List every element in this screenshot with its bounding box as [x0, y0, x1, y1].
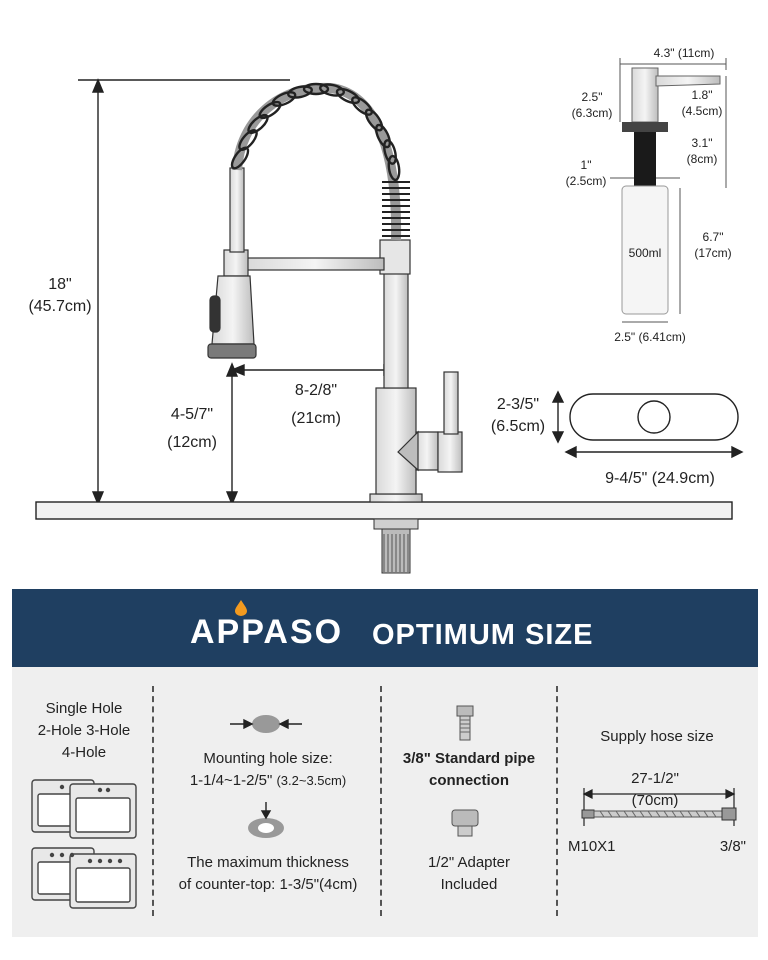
faucet-body — [208, 168, 462, 502]
height-cm: (45.7cm) — [28, 297, 92, 315]
soap-spout-length-label: 4.3" (11cm) — [653, 46, 715, 60]
counter-thickness-line2: of counter-top: 1-3/5"(4cm) — [178, 876, 358, 893]
adapter-icon — [448, 806, 482, 838]
mounting-hole-value — [162, 770, 374, 792]
deck-plate-width-label: 9-4/5" (24.9cm) — [605, 470, 715, 487]
panel-divider — [556, 686, 558, 916]
soap-spout-height-inches: 1.8" — [691, 88, 713, 102]
spout-height-label — [150, 404, 234, 453]
reach-label — [266, 380, 366, 429]
hole-option-single: Single Hole — [45, 700, 123, 717]
hose-length-inches: 27-1/2" — [631, 770, 679, 787]
hose-length-cm: (70cm) — [631, 792, 679, 809]
deck-plate-height-inches: 2-3/5" — [496, 396, 540, 413]
spout-height-cm: (12cm) — [167, 433, 217, 451]
height-label — [18, 274, 102, 317]
hole-option-4: 4-Hole — [61, 744, 107, 761]
pipe-connection-line2: connection — [428, 772, 509, 789]
supply-hose-icon — [574, 782, 744, 832]
soap-shank-length-cm: (8cm) — [686, 151, 718, 166]
pipe-connection-line1: 3/8" Standard pipe — [402, 750, 536, 767]
mounting-hole-value-cm: (3.2~3.5cm) — [276, 773, 347, 788]
counter-thickness — [160, 852, 376, 896]
hole-option-2-3: 2-Hole 3-Hole — [37, 722, 131, 739]
soap-shank-diameter-label — [560, 158, 612, 189]
spout-height-inches: 4-5/7" — [170, 406, 214, 423]
hose-left-end: M10X1 — [568, 838, 616, 855]
deck-plate-height-cm: (6.5cm) — [490, 417, 546, 435]
adapter-line2: Included — [440, 876, 498, 893]
spring-coil — [229, 83, 410, 240]
soap-shank-diameter-cm: (2.5cm) — [565, 173, 607, 188]
hose-right-end: 3/8" — [719, 838, 746, 855]
soap-shank-length-inches: 3.1" — [691, 136, 713, 150]
mounting-hole-label: Mounting hole size: — [203, 750, 333, 767]
soap-shank-length-label — [676, 136, 728, 167]
panel-divider — [380, 686, 382, 916]
deck-plate-height-label — [478, 394, 558, 437]
countertop — [36, 502, 732, 519]
banner-title: OPTIMUM SIZE — [372, 619, 594, 651]
hose-title: Supply hose size — [600, 728, 714, 745]
height-inches: 18" — [48, 276, 72, 293]
faucet-shank — [374, 519, 418, 573]
hole-options — [22, 698, 146, 764]
panel-divider — [152, 686, 154, 916]
soap-head-height-label — [566, 90, 618, 121]
sink-hole-icons — [28, 776, 138, 910]
reach-inches: 8-2/8" — [294, 382, 338, 399]
mounting-hole-value-inches: 1-1/4~1-2/5" — [189, 772, 273, 789]
counter-thickness-line1: The maximum thickness — [187, 854, 349, 871]
soap-head-height-inches: 2.5" — [581, 90, 603, 104]
pipe-connector-icon — [454, 702, 476, 742]
soap-bottle-height-cm: (17cm) — [694, 245, 732, 260]
soap-bottle-height-label — [688, 230, 738, 261]
soap-spout-height-label — [676, 88, 728, 119]
soap-bottle-diameter-label: 2.5" (6.41cm) — [614, 330, 686, 344]
soap-bottle-height-inches: 6.7" — [702, 230, 724, 244]
soap-shank-diameter-inches: 1" — [580, 158, 592, 172]
mounting-hole-icon — [228, 712, 304, 736]
soap-spout-height-cm: (4.5cm) — [681, 103, 723, 118]
deck-plate — [553, 392, 742, 457]
adapter-line1: 1/2" Adapter — [427, 854, 511, 871]
counter-thickness-icon — [244, 800, 288, 840]
soap-bottle-capacity-label: 500ml — [628, 246, 662, 260]
mounting-hole-size — [162, 748, 374, 792]
reach-cm: (21cm) — [291, 409, 341, 427]
pipe-connection — [390, 748, 548, 792]
brand-logo: APPASO — [190, 613, 344, 651]
adapter-included — [390, 852, 548, 896]
soap-head-height-cm: (6.3cm) — [571, 105, 613, 120]
